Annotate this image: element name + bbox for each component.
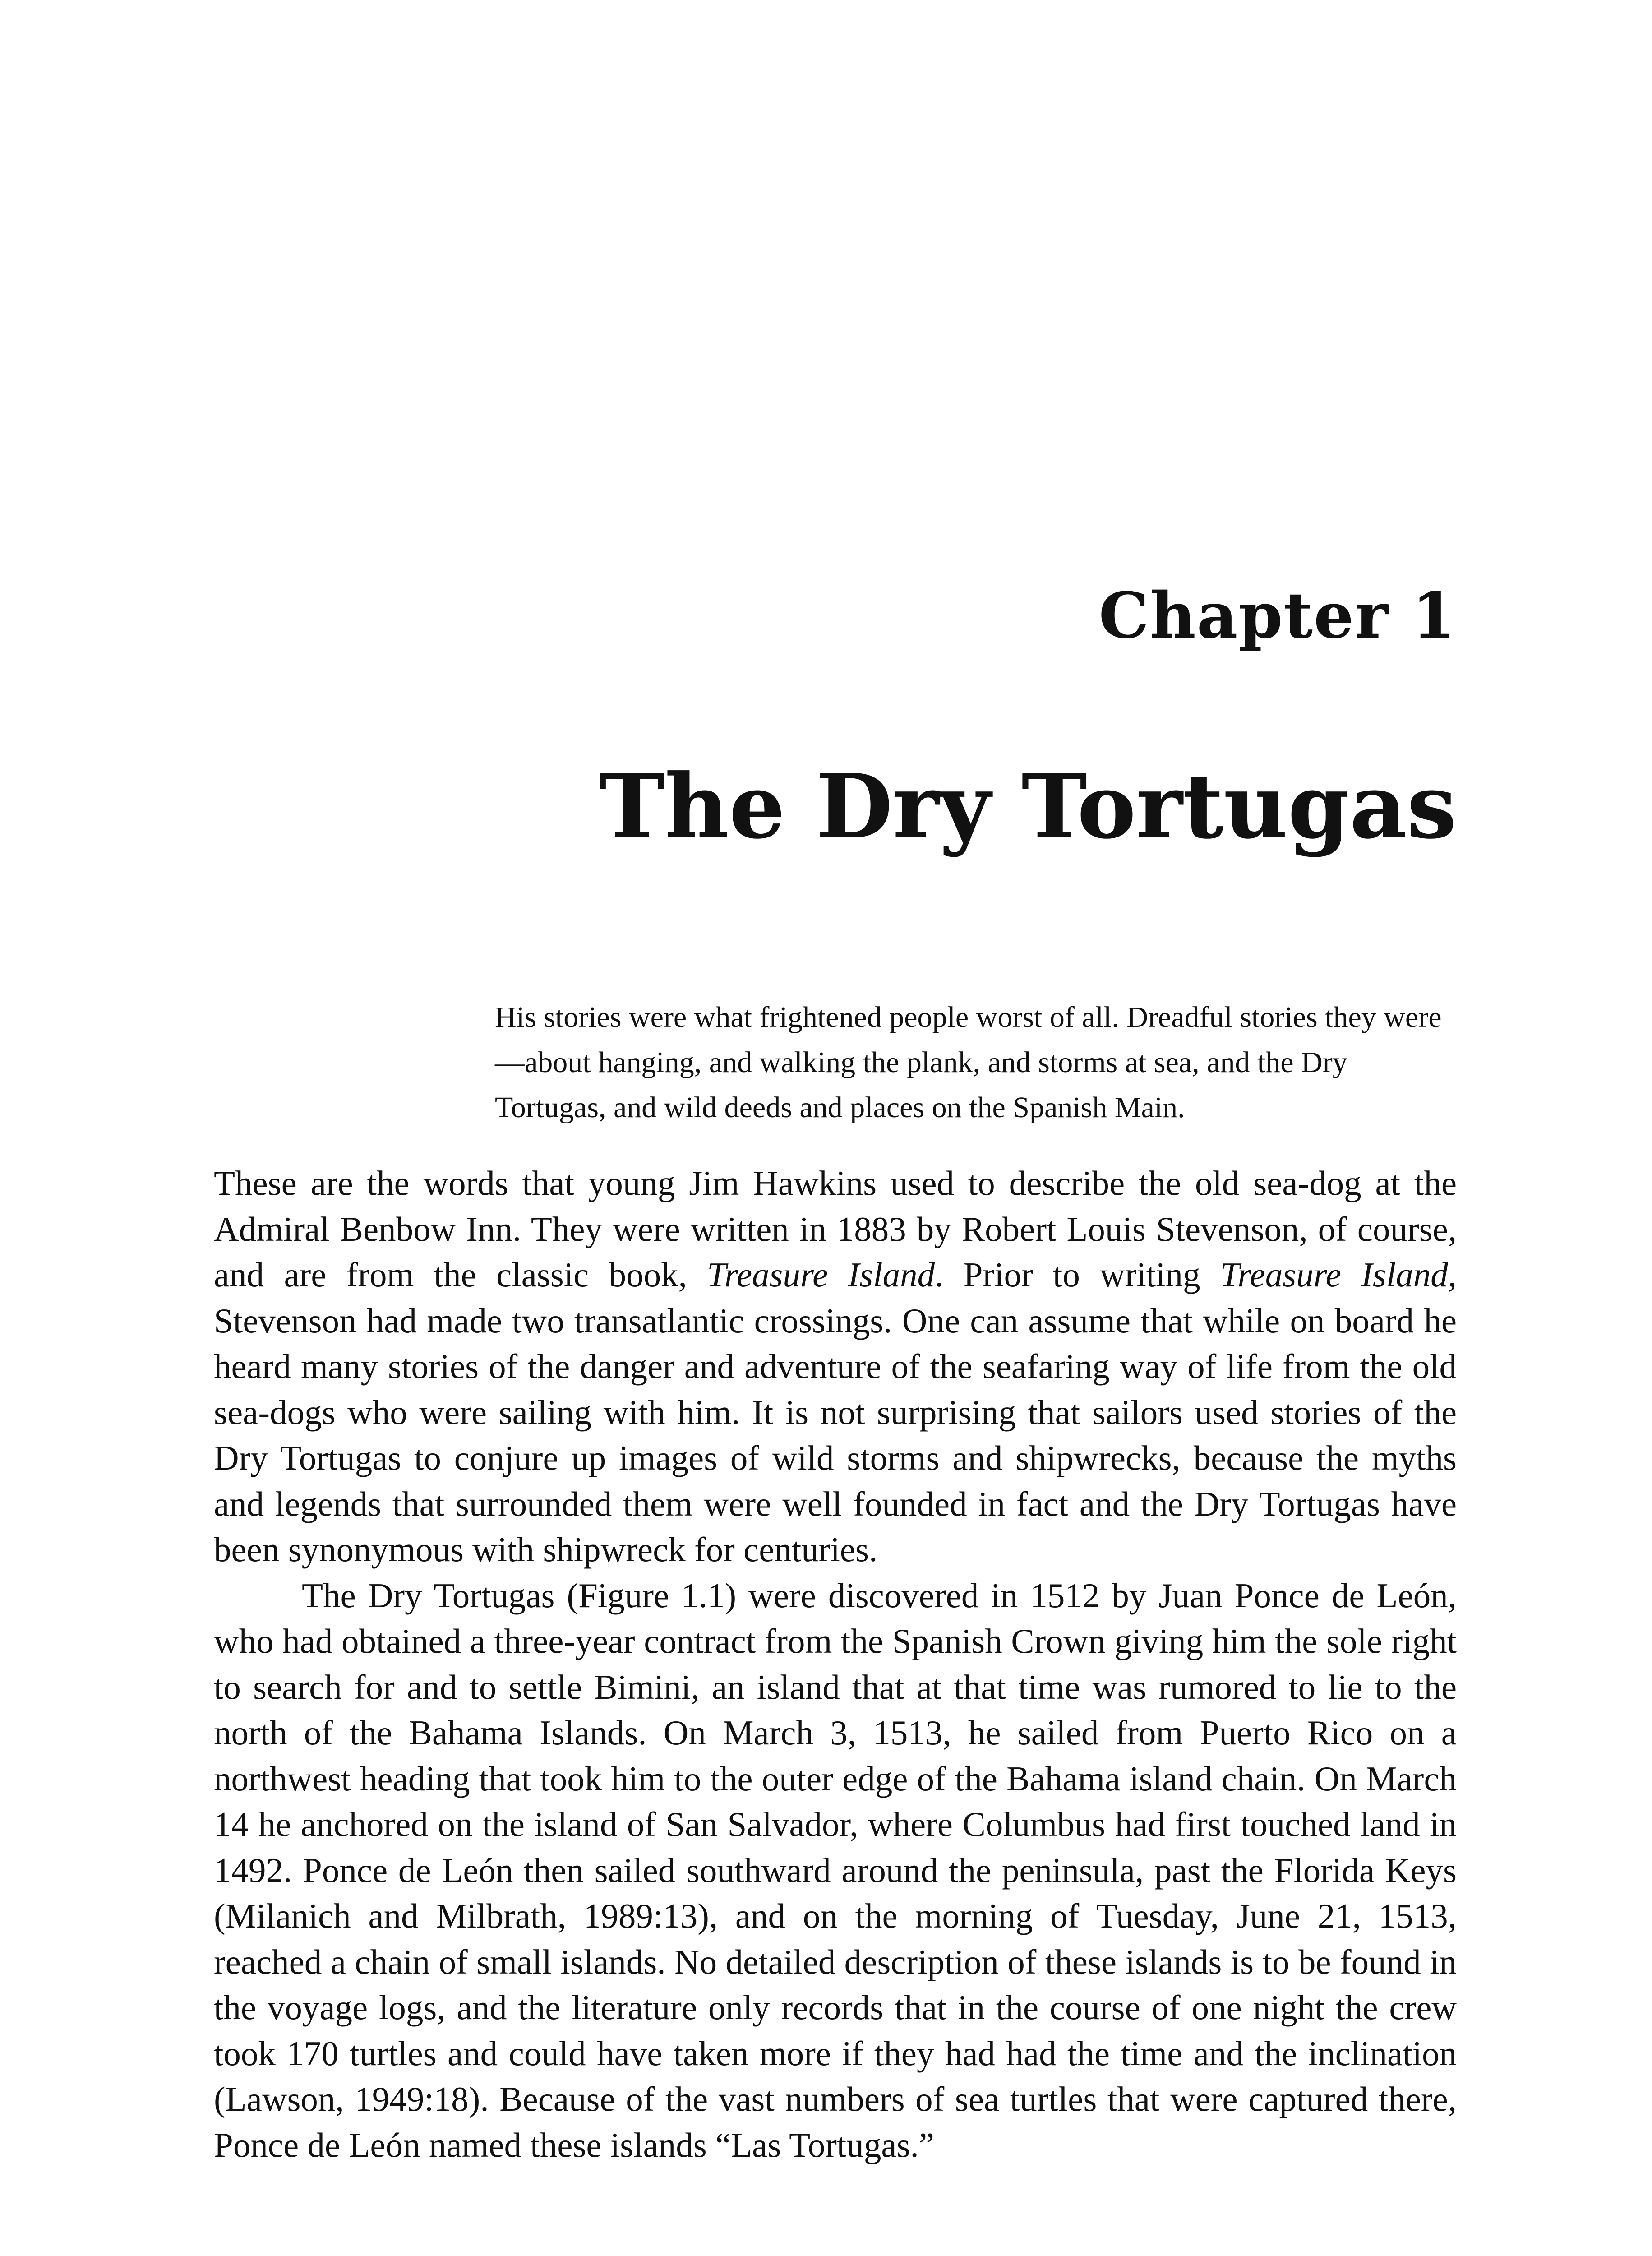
paragraph-2: The Dry Tortugas (Figure 1.1) were discovered in 1512 by Juan Ponce de León, who had obtained a three-year contract from the Spanish Crown giving him the sole right to search for and to settle Bimini, an island that at that time was rumored to lie to the north of the Bahama Islands. On March 3, 1513, he sailed from Puerto Rico on a northwest heading that took him to the outer edge of the Bahama island chain. On March 14 he anchored on the island of San Salvador, where Columbus had first touched land in 1492. Ponce de León then sailed southward around the peninsula, past the Florida Keys (Milanich and Milbrath, 1989:13), and on the morning of Tuesday, June 21, 1513, reached a chain of small islands. No detailed description of these islands is to be found in the voyage logs, and the literature only records that in the course of one night the crew took 170 turtles and could have taken more if they had had the time and the inclination (Lawson, 1949:18). Because of the vast numbers of sea turtles that were captured there, Ponce de León named these islands “Las Tortugas.” <box>214 1576 1457 2164</box>
paragraph-1 <box>214 1160 1457 1573</box>
paragraph-1-text-a: These are the words that young Jim Hawkins used to describe the old sea-dog at the Admiral Benbow Inn. They were written in 1883 by Robert Louis Stevenson, of course, and are from the classic book, <box>214 1164 1457 1294</box>
body-text <box>214 1160 1457 2168</box>
paragraph-1-text-c: , Stevenson had made two transatlantic crossings. One can assume that while on board he heard many stories of the danger and adventure of the seafaring way of life from the old sea-dogs who were sailing with him. It is not surprising that sailors used stories of the Dry Tortugas to conjure up images of wild storms and shipwrecks, because the myths and legends that surrounded them were well founded in fact and the Dry Tortugas have been synonymous with shipwreck for centuries. <box>214 1255 1457 1569</box>
chapter-title: The Dry Tortugas <box>599 755 1457 859</box>
chapter-number: Chapter 1 <box>1098 579 1457 653</box>
paragraph-1-text-b: . Prior to writing <box>935 1255 1220 1294</box>
epigraph: His stories were what frightened people worst of all. Dreadful stories they were—about hanging, and walking the plank, and storms at sea, and the Dry Tortugas, and wild deeds and places on the Spanish Main. <box>495 1001 1442 1124</box>
book-title-italic: Treasure Island <box>1220 1255 1448 1294</box>
book-title-italic: Treasure Island <box>707 1255 935 1294</box>
